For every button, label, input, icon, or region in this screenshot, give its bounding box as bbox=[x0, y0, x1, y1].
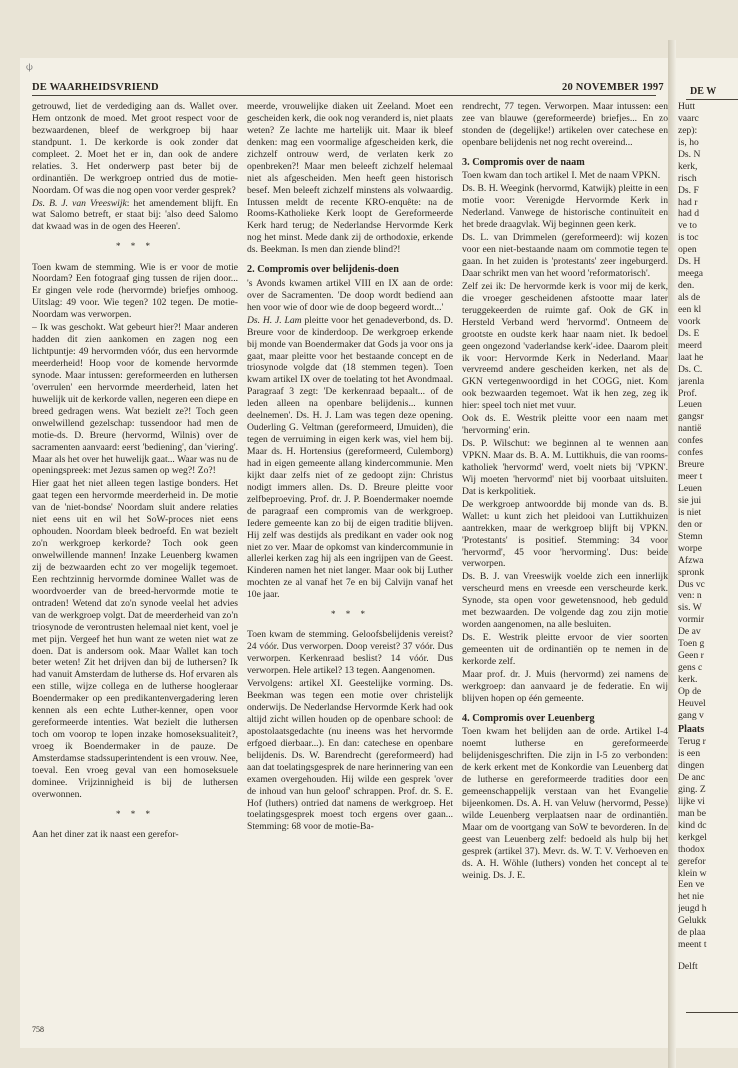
truncated-line: zep): bbox=[678, 124, 698, 136]
truncated-line: als de bbox=[678, 292, 701, 303]
section-separator: * * * bbox=[116, 241, 154, 252]
truncated-line: gens c bbox=[678, 662, 703, 674]
right-page-running-head: DE W bbox=[690, 86, 717, 97]
truncated-line: Stemn bbox=[678, 530, 703, 542]
page-gutter bbox=[668, 40, 676, 1068]
right-page-header-rule bbox=[686, 99, 738, 100]
truncated-line: Ds. C. bbox=[678, 363, 703, 375]
speaker-name: Ds. B. J. van Vreeswijk bbox=[32, 197, 127, 209]
paragraph: Aan het diner zat ik naast een gerefor- bbox=[32, 828, 179, 840]
truncated-line: gerefor bbox=[678, 855, 706, 867]
truncated-line: vormir bbox=[678, 614, 705, 626]
truncated-line: Prof. bbox=[678, 387, 697, 399]
truncated-line: thodox bbox=[678, 843, 705, 855]
truncated-line: vaarc bbox=[678, 112, 699, 124]
truncated-line: kind dc bbox=[678, 819, 707, 831]
truncated-line: meer t bbox=[678, 471, 703, 483]
truncated-line: Ds. F bbox=[678, 184, 699, 196]
paragraph: Ds. P. Wilschut: we beginnen al te wennen aan VPKN. Maar ds. B. A. M. Luttikhuis, die van rooms-katholiek 'hervormd' werd, voelt niets bij 'VPKN'. Wij moeten 'hervormd' niet bij voorbaat uitsluiten. Dat is kerkpolitiek. bbox=[462, 438, 668, 497]
truncated-line: Een ve bbox=[678, 879, 705, 891]
speaker-name: Ds. H. J. Lam bbox=[247, 314, 302, 326]
paragraph bbox=[247, 315, 453, 602]
paragraph: meerde, vrouwelijke diaken uit Zeeland. Moet een gescheiden kerk, die ook nog veranderd is, niet plaats weten? Ze lachte me hartelijk uit. Maar ik bleef denken: mag een voormalige afgescheiden kerk, die zichzelf ontrouw werd, de verlaten kerk zo openbreken?! Maar men beleeft zichzelf helemaal niet als afgescheiden. Men heeft geen historisch besef. Men beleeft zichzelf minstens als volwaardig. Intussen meldt de recente KRO-enquête: na de Rooms-Katholieke Kerk loopt de Gereformeerde Kerk hard terug; de Nederlandse Hervormde Kerk nog het minst. Mede dank zij de orthodoxie, erkende ds. Beekman. Is men dan ziende blind?! bbox=[247, 101, 453, 256]
truncated-line: lijke vi bbox=[678, 795, 705, 807]
paragraph: Toen kwam dan toch artikel I. Met de naam VPKN. bbox=[462, 170, 661, 182]
truncated-line: De av bbox=[678, 626, 701, 638]
truncated-line: spronk bbox=[678, 566, 705, 578]
truncated-line: is een bbox=[678, 748, 701, 760]
truncated-line: dingen bbox=[678, 760, 705, 772]
paragraph bbox=[32, 198, 238, 234]
truncated-line: Ds. H bbox=[678, 256, 701, 268]
truncated-line: is, ho bbox=[678, 136, 699, 148]
truncated-line: Breure bbox=[678, 459, 705, 471]
paragraph: Maar prof. dr. J. Muis (hervormd) zei namens de werkgroep: dan aanvaard je de federatie. En wij blijven hopen op één gemeente. bbox=[462, 668, 668, 704]
paragraph: Ds. B. H. Weegink (hervormd, Katwijk) pleitte in een motie voor: Verenigde Hervormde Kerk in Nederland. Vanwege de historische continuïteit en het brede draagvlak. Wij beginnen geen kerk. bbox=[462, 183, 668, 231]
section-heading: 2. Compromis over belijdenis-doen bbox=[247, 264, 399, 276]
right-page-footer-rule bbox=[686, 1012, 738, 1013]
truncated-line: den. bbox=[678, 280, 695, 292]
truncated-line: meega bbox=[678, 268, 704, 280]
paragraph: 's Avonds kwamen artikel VIII en IX aan de orde: over de Sacramenten. 'De doop wordt bediend aan hen voor wie of door wie de doop begeerd wordt...' bbox=[247, 277, 453, 313]
truncated-line: sis. W bbox=[678, 602, 702, 614]
truncated-line: Dus vc bbox=[678, 578, 705, 590]
paragraph: – Ik was geschokt. Wat gebeurt hier?! Maar anderen hadden dit zien aankomen en zagen nog een lichtpuntje: 49 hervormden vóór, dus een hervormde meerderheid! Hoop voor de komende hervormde synode. Maar intussen: gereformeerden en luthersen 'overrulen' een hervormde meerderheid, laten het huwelijk uit de kerkorde vallen, negeren een diepe en breed gedragen wens. Wat bezielt ze?! Toch geen onwelwillend gezelschap: tussendoor had men de motie-ds. D. Breure (hervormd, Wilnis) over de sacramenten aanvaard: eerst 'bediening', dan 'viering'. Maar als het over het huwelijk gaat... Waar was nu de openingspreek: met Jezus samen op weg?! Zo?! bbox=[32, 322, 238, 477]
truncated-line: gangsr bbox=[678, 411, 704, 423]
truncated-line: risch bbox=[678, 172, 697, 184]
truncated-line: Afzwa bbox=[678, 554, 704, 566]
truncated-line: het nie bbox=[678, 891, 704, 903]
truncated-line: had r bbox=[678, 196, 698, 208]
truncated-line: ven: n bbox=[678, 590, 702, 602]
truncated-line: worpe bbox=[678, 542, 702, 554]
header-rule bbox=[32, 95, 656, 96]
truncated-line: meent t bbox=[678, 939, 707, 951]
section-heading: 3. Compromis over de naam bbox=[462, 156, 585, 168]
truncated-line: Leuen bbox=[678, 399, 702, 411]
truncated-line: is toc bbox=[678, 232, 699, 244]
paragraph: Zelf zei ik: De hervormde kerk is voor mij de kerk, die vroeger gescheidenen afstootte maar later teruggekeerden de ruimte gaf. Ook de GK in Hersteld Verband werd 'hervormd'. Ontneem de grootste en oudste kerk haar naam niet. Ik bedoel geen ongezond 'vaderlandse kerk'-idee. Daarom pleit ik voor: Hervormde Kerk in Nederland. Maar vervreemd andere gescheiden kerken, net als de GKN vertegenwoordigd in het COGG, niet. Kom ook bezwaarden tegemoet. Wat ik hen zeg, zeg ik hier: speel toch niet met vuur. bbox=[462, 280, 668, 412]
truncated-line: kerkgel bbox=[678, 831, 707, 843]
truncated-line: Gelukk bbox=[678, 915, 707, 927]
truncated-line: een kl bbox=[678, 303, 702, 315]
paragraph-text: pleitte voor het genadeverbond, ds. D. Breure voor de kinderdoop. De werkgroep erkende bij monde van Boendermaker dat Gods ja voor ons ja gaat, maar pleitte voor het bestaande concept en de triosynode volgde dat (18 stemmen tegen). Toen kwam artikel IX over de toelating tot het Avondmaal. Paragraaf 3 zegt: 'De kerkenraad bepaalt... of de leden alleen na openbare belijdenis... kunnen deelnemen'. Ds. H. J. Lam was tegen deze opening. Ouderling G. Veltman (gereformeerd, IJmuiden), die tegen de verruiming in eigen kerk was, viel hem bij. Maar ds. H. Hortensius (gereformeerd, Culemborg) had in eigen gemeente allang kindercommunie. Men kijkt daar zelfs niet of ze gedoopt zijn: Christus nodigt immers allen. Ds. D. Breure pleitte voor zelfbeproeving. Prof. dr. J. P. Boendermaker noemde de paragraaf een compromis van de werkgroep. Iedere gemeente kan zo bij de eigen traditie blijven. Hij zelf was destijds als predikant en vader ook nog niet zo ver. Maar de opkomst van kindercommunie in allerlei kerken zag hij als een ingrijpen van de Geest. Kinderen namen het niet langer. Maar ook bij Luther mochten ze al vanaf het 7e en bij Calvijn vanaf het 10e jaar. bbox=[247, 314, 453, 601]
truncated-line: Ds. N bbox=[678, 148, 701, 160]
section-separator: * * * bbox=[331, 609, 369, 620]
column-1 bbox=[32, 101, 238, 1021]
truncated-line: gang v bbox=[678, 709, 704, 721]
section-separator: * * * bbox=[116, 808, 154, 819]
page-corner-mark: 𐌸 bbox=[26, 62, 33, 72]
truncated-line: confes bbox=[678, 447, 704, 459]
truncated-line: de plaa bbox=[678, 927, 706, 939]
running-head-title: DE WAARHEIDSVRIEND bbox=[32, 82, 159, 93]
truncated-line: sie jui bbox=[678, 494, 702, 506]
paragraph: Ds. L. van Drimmelen (gereformeerd): wij kozen voor een niet-bestaande naam om commotie tegen te gaan. In het zuiden is 'protestants' zeer ingeburgerd. Daar schrikt men van het woord 'reformatorisch'. bbox=[462, 232, 668, 279]
paragraph: rendrecht, 77 tegen. Verworpen. Maar intussen: een zee van blauwe (gereformeerde) briefjes... En zo stonden de (degelijke!) artikelen over catechese en openbare belijdenis net nog recht overeind... bbox=[462, 101, 668, 148]
truncated-line: confes bbox=[678, 435, 704, 447]
truncated-line: man be bbox=[678, 807, 706, 819]
right-page-column bbox=[678, 101, 738, 1001]
running-head-date: 20 NOVEMBER 1997 bbox=[562, 82, 664, 93]
paragraph: Toen kwam de stemming. Wie is er voor de motie Noordam? Een fotograaf ging tussen de rijen door... Er gingen vele rode (hervormde) briefjes omhoog. Uitslag: 49 voor. Wie tegen? 102 tegen. De motie-Noordam was verworpen. bbox=[32, 261, 238, 321]
truncated-line: Heuvel bbox=[678, 697, 706, 709]
paragraph: De werkgroep antwoordde bij monde van ds. B. Wallet: u kunt zich het pleidooi van Luttikhuizen aantrekken, maar de werkgroep blijft bij VPKN. 'Protestants' is positief. Stemming: 34 voor 'hervormd', 45 voor 'hervorming'. Dus: beide verworpen. bbox=[462, 498, 668, 570]
truncated-line: laat he bbox=[678, 351, 704, 363]
truncated-line: is niet bbox=[678, 506, 702, 518]
truncated-line: kerk, bbox=[678, 160, 698, 172]
truncated-line: klein w bbox=[678, 867, 707, 879]
paragraph: Ook ds. E. Westrik pleitte voor een naam met 'hervorming' erin. bbox=[462, 413, 668, 437]
truncated-line: De anc bbox=[678, 772, 705, 783]
truncated-line: Geen r bbox=[678, 650, 704, 662]
paragraph: Ds. E. Westrik pleitte ervoor de vier soorten gemeenten uit de ordinantiën op te nemen in de kerkorde zelf. bbox=[462, 632, 668, 667]
signature-place: Delft bbox=[678, 961, 698, 973]
truncated-line: jeugd h bbox=[678, 903, 707, 915]
truncated-line: Op de bbox=[678, 685, 702, 697]
truncated-line: Terug r bbox=[678, 736, 706, 748]
paragraph: getrouwd, liet de verdediging aan ds. Wallet over. Hem ontzonk de moed. Met groot respect voor de bezwaardenen, bleef de werkgroep bij haar standpunt. 1. De kerkorde is ook zonder dat compleet. 2. Moet het er in, dan ook de andere relaties. 3. Het onderwerp past beter bij de ordinantiën. De werkgroep ontried dus de motie-Noordam. Of was die nog open voor verder gesprek? bbox=[32, 101, 238, 196]
section-heading: 4. Compromis over Leuenberg bbox=[462, 712, 595, 724]
truncated-line: ve to bbox=[678, 220, 697, 232]
truncated-line: den or bbox=[678, 518, 703, 530]
truncated-line: jarenla bbox=[678, 375, 705, 387]
truncated-line: had d bbox=[678, 208, 700, 220]
column-3 bbox=[462, 101, 668, 1021]
truncated-line: kerk. bbox=[678, 674, 698, 685]
truncated-line: open bbox=[678, 244, 697, 256]
column-2 bbox=[247, 101, 453, 1021]
paragraph-text: : het amendement blijft. En wat Salomo betreft, er staat bij: 'also deed Salomo dat kwaad was in de ogen des Heeren'. bbox=[32, 197, 238, 233]
paragraph: Toen kwam de stemming. Geloofsbelijdenis vereist? 24 vóór. Dus verworpen. Doop vereist? 37 vóór. Dus verworpen. Kerkenraad beslist? 14 vóór. Dus verworpen. Hele artikel? 13 tegen. Aangenomen. bbox=[247, 629, 453, 677]
truncated-line: voork bbox=[678, 315, 701, 327]
truncated-line: Toen g bbox=[678, 638, 705, 650]
paragraph: Toen kwam het belijden aan de orde. Artikel I-4 noemt lutherse en gereformeerde belijdenisgeschriften. Die zijn in I-5 zo verbonden: de kerk erkent met de Konkordie van Leuenberg dat de lutherse en gereformeerde tradities door een gemeenschappelijk verstaan van het Evangelie bijeenkomen. Ds. A. H. van Veluw (hervormd, Pesse) wilde Leuenberg verplaatsen naar de ordinantiën. Maar om de voortgang van SoW te bevorderen. In de geest van Leuenberg zelf: bedoeld als hulp bij het gesprek (artikel 37). Mevr. ds. W. T. V. Verhoeven en ds. A. H. Wöhle (luthers) vonden het concept al te weinig. Ds. J. E. bbox=[462, 726, 668, 881]
paragraph: Vervolgens: artikel XI. Geestelijke vorming. Ds. Beekman was tegen een motie over christelijk onderwijs. De Nederlandse Hervormde Kerk had ook altijd zicht willen houden op de openbare school: de apostolaatsgedachte (nu ineens was het hervormde erfgoed dierbaar...). En dan: catechese en openbare belijdenis. Ds. W. Barendrecht (gereformeerd) had aan dat toelatingsgesprek de nare herinnering van een examen overgehouden. Hij wilde een gesprek 'over de inhoud van hun geloof' schrappen. Prof. dr. S. E. Hof (luthers) ontried dat namens de werkgroep. Het toelatingsgesprek moest toch ergens over gaan... Stemming: 68 voor de motie-Ba- bbox=[247, 678, 453, 833]
truncated-line: nantië bbox=[678, 423, 702, 435]
truncated-line: Hutt bbox=[678, 101, 696, 112]
paragraph: Ds. B. J. van Vreeswijk voelde zich een innerlijk verscheurd mens en vreesde een verscheurde kerk. Synode, sta open voor gewetensnood, heb geduld met bezwaarden. De volgende dag zou zijn motie worden aangenomen, na alle besluiten. bbox=[462, 571, 668, 631]
truncated-line: Ds. E bbox=[678, 327, 700, 339]
paragraph: Hier gaat het niet alleen tegen lastige bonders. Het gaat tegen een hervormde meerderheid in. De motie van de 'niet-bondse' Noordam sluit andere relaties niet eens uit en wil het SoW-proces niet eens ophouden. Noordam bleek bedroefd. En wat bezielt zo'n werkgroep kerkorde? Toch ook geen onwelwillende mannen! Inzake Leuenberg kwamen zij de bezwaarden echt zo ver mogelijk tegemoet. Een rechtzinnig hervormde dominee Wallet was de woordvoerder van de breed-hervormde motie te ontraden! Wetend dat zo'n synode veelal het advies van de werkgroep volgt. Dat de meerderheid van zo'n triosynode de verontrusten helemaal niet kent, voel je met pijn. Vergeef het hun want ze weten niet wat ze doen. Dat is andersom ook. Maar Wallet kan toch beter weten! Zit het drijven dan bij de luthersen? Ik had vanuit Amsterdam de lutherse ds. Hof ervaren als een stille, wijze collega en de lutherse hoogleraar Boendermaker op een predikantenvergadering leren kennen als een echte Luther-kenner, open voor gereformeerde intenties. Wat bezielt die luthersen toch om voorop te lopen inzake homoseksualiteit?, vroeg ik Boendermaker in de pauze. De Amsterdamse stadssuperintendent is een vrouw. Nee, toeval. Een vroeg geval van een homoseksuele dominee. Vrijzinnigheid is bij de luthersen overwonnen. bbox=[32, 478, 238, 800]
truncated-line: ging. Z bbox=[678, 783, 706, 795]
page-number: 758 bbox=[32, 1025, 44, 1034]
truncated-line: meerd bbox=[678, 339, 702, 351]
section-heading: Plaats bbox=[678, 723, 705, 735]
truncated-line: Leuen bbox=[678, 483, 702, 494]
